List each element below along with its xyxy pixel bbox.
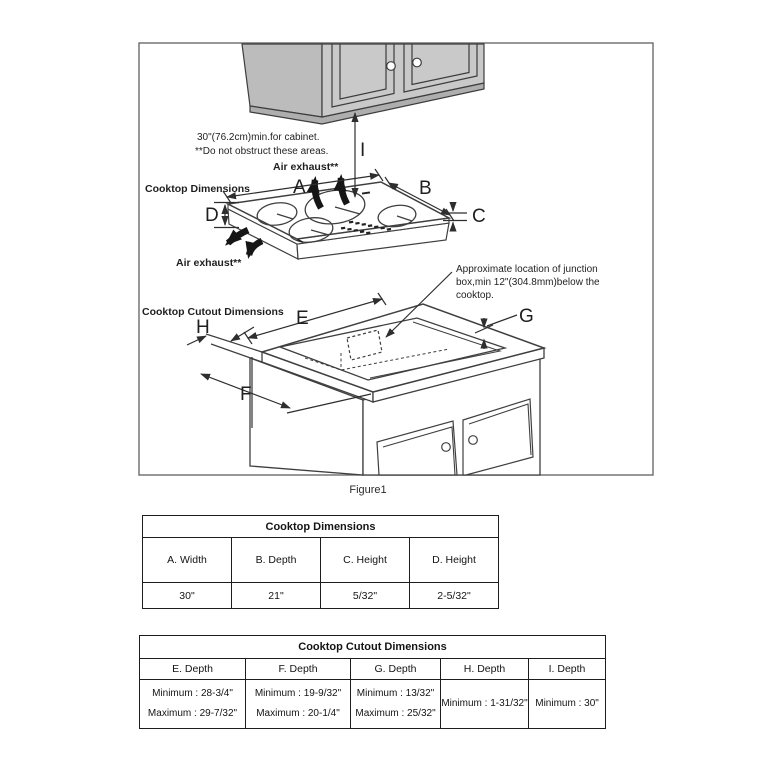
- figure-caption: Figure1: [349, 484, 387, 496]
- col-header-h-depth: H. Depth: [441, 659, 529, 680]
- col-header-e-depth: E. Depth: [140, 659, 246, 680]
- cooktop-dimensions-table: [142, 515, 499, 609]
- wall-cabinet: [242, 44, 484, 124]
- dim-letter-d: D: [205, 205, 219, 226]
- table-title: Cooktop Cutout Dimensions: [140, 636, 606, 659]
- value-h-depth: Minimum : 1-31/32": [441, 680, 529, 729]
- value-e-depth: Minimum : 28-3/4" Maximum : 29-7/32": [140, 680, 246, 729]
- dim-letter-g: G: [519, 306, 534, 327]
- base-knob-icon: [469, 436, 478, 445]
- cabinet-knob-icon: [413, 58, 422, 67]
- exhaust-arrow-icon: [228, 230, 248, 243]
- air-exhaust-side-label: Air exhaust**: [176, 257, 242, 269]
- col-header-f-depth: F. Depth: [246, 659, 351, 680]
- value-d-height: 2-5/32": [410, 583, 499, 609]
- junction-note-line3: cooktop.: [456, 290, 494, 301]
- junction-note-line1: Approximate location of junction: [456, 264, 598, 275]
- dim-letter-f: F: [240, 384, 252, 405]
- dim-letter-b: B: [419, 178, 432, 199]
- counter-drawing: [206, 304, 544, 475]
- value-a-width: 30": [143, 583, 232, 609]
- col-header-c-height: C. Height: [321, 538, 410, 583]
- cutout-dimensions-table: [139, 635, 606, 729]
- col-header-i-depth: I. Depth: [529, 659, 606, 680]
- dim-letter-i: I: [360, 140, 366, 161]
- value-c-height: 5/32": [321, 583, 410, 609]
- air-exhaust-top-label: Air exhaust**: [273, 161, 339, 173]
- exhaust-arrow-icon: [249, 241, 262, 255]
- table-title: Cooktop Dimensions: [143, 516, 499, 538]
- cabinet-knob-icon: [387, 62, 396, 71]
- dim-letter-e: E: [296, 308, 309, 329]
- cutout-dimensions-label: Cooktop Cutout Dimensions: [142, 306, 284, 318]
- cooktop-drawing: [228, 182, 449, 259]
- cooktop-dimensions-label: Cooktop Dimensions: [145, 183, 251, 195]
- dim-letter-c: C: [472, 206, 486, 227]
- value-g-depth: Minimum : 13/32" Maximum : 25/32": [351, 680, 441, 729]
- col-header-d-height: D. Height: [410, 538, 499, 583]
- value-f-depth: Minimum : 19-9/32" Maximum : 20-1/4": [246, 680, 351, 729]
- cabinet-note-line2: **Do not obstruct these areas.: [195, 146, 329, 157]
- dim-letter-h: H: [196, 317, 210, 338]
- col-header-a-width: A. Width: [143, 538, 232, 583]
- base-knob-icon: [442, 443, 451, 452]
- cabinet-note-line1: 30"(76.2cm)min.for cabinet.: [197, 132, 320, 143]
- junction-note-line2: box,min 12"(304.8mm)below the: [456, 277, 600, 288]
- dim-letter-a: A: [293, 177, 306, 198]
- col-header-g-depth: G. Depth: [351, 659, 441, 680]
- value-i-depth: Minimum : 30": [529, 680, 606, 729]
- value-b-depth: 21": [232, 583, 321, 609]
- col-header-b-depth: B. Depth: [232, 538, 321, 583]
